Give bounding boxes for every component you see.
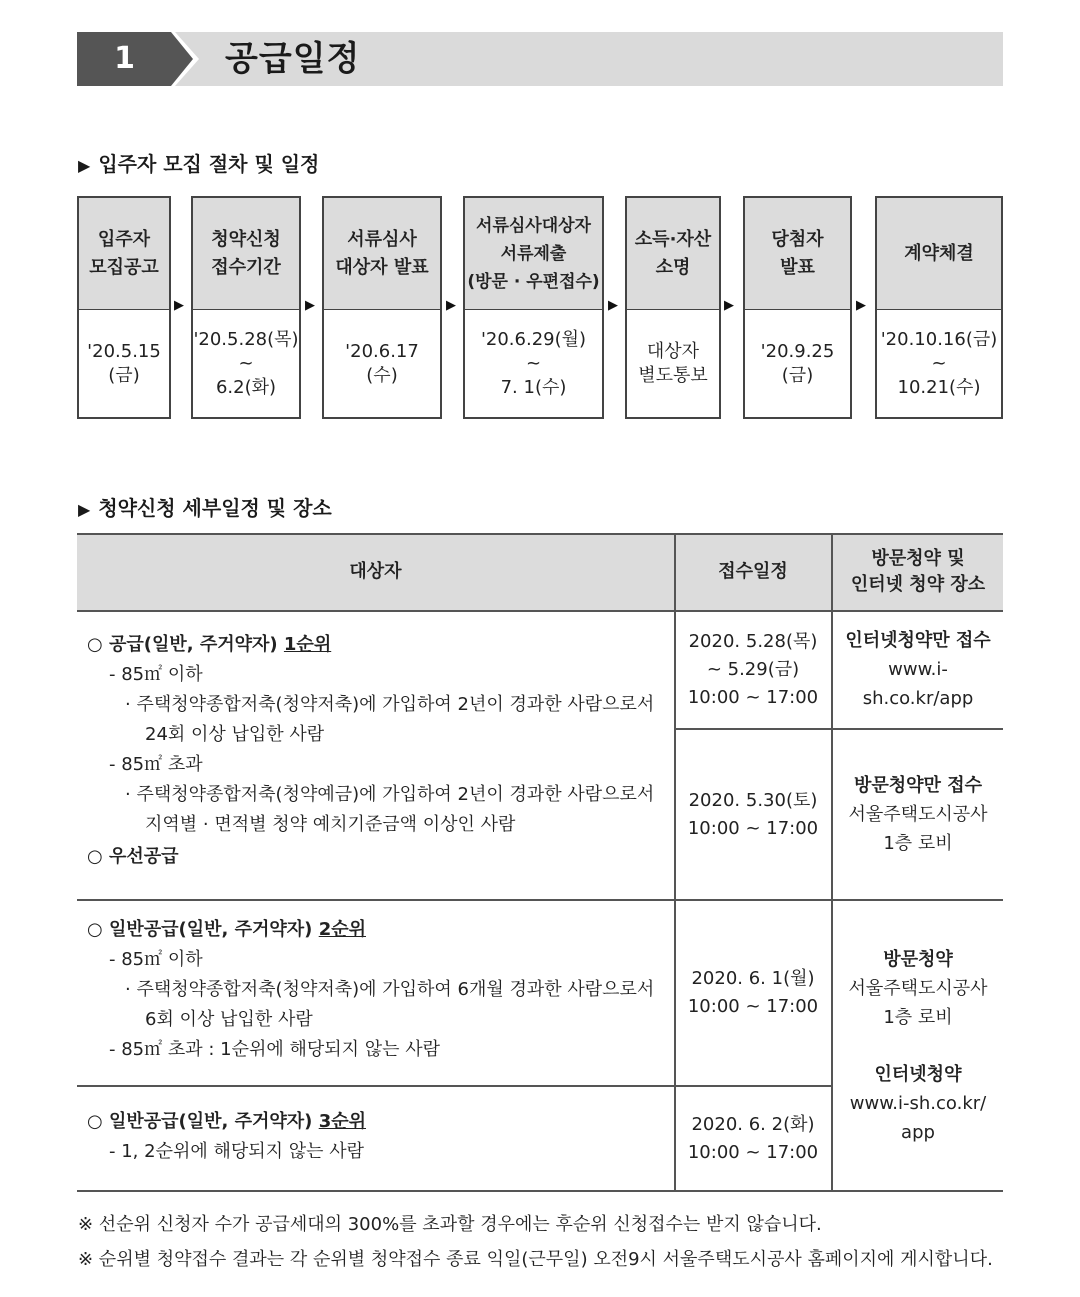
flow-arrow-icon: ▶: [305, 298, 315, 313]
step-label: 서류심사 대상자 발표: [335, 228, 429, 278]
condition-line: 24회 이상 납입한 사람: [145, 724, 325, 745]
place-detail: www.i-sh.co.kr/ app: [849, 1092, 987, 1143]
section-header: [77, 32, 1003, 86]
step-date: '20.5.28(목) ~ 6.2(화): [193, 328, 299, 398]
place-title: 방문청약: [883, 948, 953, 970]
condition-line: - 1, 2순위에 해당되지 않는 사람: [109, 1141, 364, 1162]
procedure-heading-text: 입주자 모집 절차 및 일정: [98, 152, 320, 176]
flow-arrow-icon: ▶: [174, 298, 184, 313]
header-target: 대상자: [77, 533, 674, 610]
step-date: '20.10.16(금) ~ 10.21(수): [880, 328, 998, 398]
table-top-border: [77, 533, 1003, 535]
step-label: 소득·자산 소명: [634, 228, 712, 278]
place-detail: 서울주택도시공사 1층 로비: [848, 977, 988, 1028]
condition-line: - 85㎡ 초과: [109, 754, 203, 775]
step-date: '20.9.25 (금): [760, 340, 835, 386]
footnote: ※ 선순위 신청자 수가 공급세대의 300%를 초과할 경우에는 후순위 신청접수는 받지 않습니다.: [78, 1214, 822, 1235]
footnote: ※ 순위별 청약접수 결과는 각 순위별 청약접수 종료 익일(근무일) 오전9시 서울주택도시공사 홈페이지에 게시합니다.: [78, 1249, 993, 1270]
group3-target: [87, 1107, 366, 1167]
section-number: 1: [114, 41, 135, 76]
step-winner-announcement: [743, 196, 852, 419]
step-label: 청약신청 접수기간: [211, 228, 281, 278]
rank-label: 3순위: [318, 1111, 366, 1132]
step-notice: [77, 196, 171, 419]
table-bottom-border: [77, 1190, 1003, 1192]
group2-target: [87, 915, 654, 1065]
group23-place: [833, 901, 1003, 1190]
flow-arrow-icon: ▶: [608, 298, 618, 313]
place-title: 인터넷청약: [874, 1063, 962, 1085]
flow-arrow-icon: ▶: [724, 298, 734, 313]
flow-arrow-icon: ▶: [446, 298, 456, 313]
condition-line: - 85㎡ 이하: [109, 949, 203, 970]
step-date: '20.5.15 (금): [87, 340, 161, 386]
triangle-bullet-icon: ▶: [78, 500, 91, 519]
step-label: 서류심사대상자 서류제출 (방문 · 우편접수): [467, 215, 600, 292]
schedule-table: [77, 533, 1003, 1192]
group1-date-visit: 2020. 5.30(토) 10:00 ~ 17:00: [687, 789, 819, 839]
condition-line: · 주택청약종합저축(청약예금)에 가입하여 2년이 경과한 사람으로서: [125, 784, 655, 805]
step-application: [191, 196, 301, 419]
group2-date: 2020. 6. 1(월) 10:00 ~ 17:00: [687, 968, 819, 1017]
step-contract: [875, 196, 1003, 419]
group3-date: 2020. 6. 2(화) 10:00 ~ 17:00: [687, 1113, 819, 1163]
place-title: 방문청약만 접수: [854, 775, 982, 796]
schedule-heading-text: 청약신청 세부일정 및 장소: [98, 496, 332, 520]
group1-place-visit: [833, 730, 1003, 899]
step-income-asset-explanation: [625, 196, 721, 419]
place-detail: 서울주택도시공사 1층 로비: [848, 804, 988, 854]
condition-line: - 85㎡ 초과 : 1순위에 해당되지 않는 사람: [109, 1039, 441, 1060]
rank-label: 1순위: [283, 634, 332, 655]
place-detail: www.i-sh.co.kr/app: [862, 659, 974, 709]
condition-line: - 85㎡ 이하: [109, 664, 203, 685]
header-date: 접수일정: [675, 533, 831, 610]
group1-target: [87, 630, 654, 872]
group1-date-internet: 2020. 5.28(목) ~ 5.29(금) 10:00 ~ 17:00: [687, 630, 819, 708]
priority-supply-label: ○ 우선공급: [87, 846, 179, 867]
condition-line: · 주택청약종합저축(청약저축)에 가입하여 6개월 경과한 사람으로서: [125, 979, 655, 1000]
step-date: 대상자 별도통보: [638, 340, 708, 386]
step-label: 당첨자 발표: [771, 228, 824, 278]
header-place: 방문청약 및 인터넷 청약 장소: [833, 533, 1003, 610]
step-date: '20.6.17 (수): [345, 340, 419, 386]
procedure-heading: [78, 148, 319, 177]
step-document-submission: [463, 196, 604, 419]
step-label: 입주자 모집공고: [89, 228, 159, 278]
step-label: 계약체결: [904, 242, 974, 264]
condition-line: 6회 이상 납입한 사람: [145, 1009, 313, 1030]
flow-arrow-icon: ▶: [856, 298, 866, 313]
step-date: '20.6.29(월) ~ 7. 1(수): [480, 328, 587, 398]
group3-title: ○ 일반공급(일반, 주거약자) 3순위: [87, 1111, 366, 1132]
section-title: 공급일정: [225, 39, 361, 79]
group1-place-internet: [833, 611, 1003, 728]
condition-line: 지역별 · 면적별 청약 예치기준금액 이상인 사람: [145, 814, 516, 835]
condition-line: · 주택청약종합저축(청약저축)에 가입하여 2년이 경과한 사람으로서: [125, 694, 655, 715]
group1-title: ○ 공급(일반, 주거약자) 1순위: [87, 634, 332, 655]
place-title: 인터넷청약만 접수: [845, 630, 991, 651]
rank-label: 2순위: [318, 919, 366, 940]
triangle-bullet-icon: ▶: [78, 156, 91, 175]
step-document-review-announcement: [322, 196, 442, 419]
schedule-heading: [78, 492, 332, 521]
group2-title: ○ 일반공급(일반, 주거약자) 2순위: [87, 919, 366, 940]
